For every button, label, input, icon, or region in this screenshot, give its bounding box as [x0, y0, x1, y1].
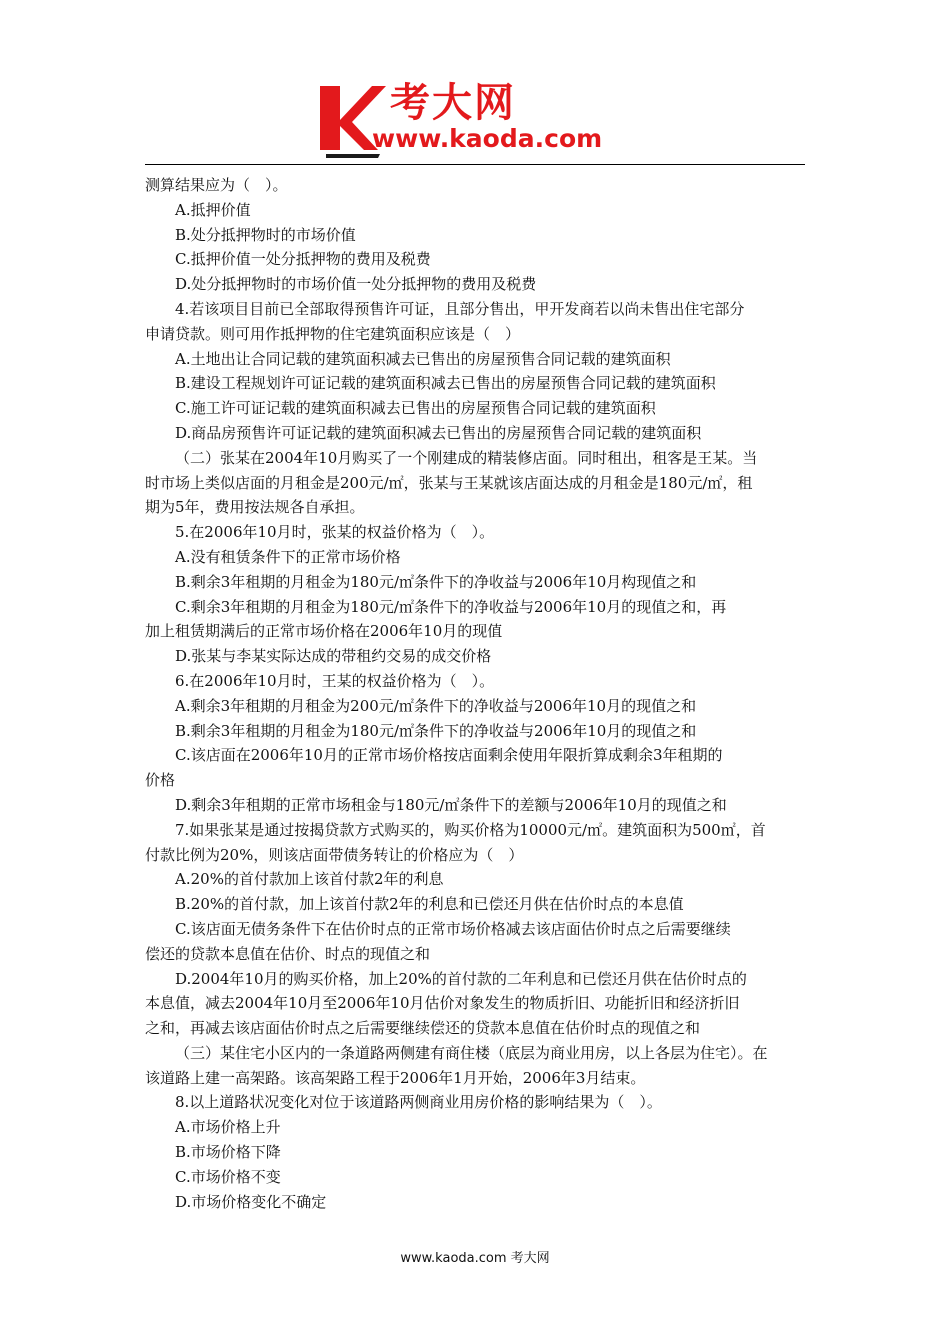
text-line: 之和，再减去该店面估价时点之后需要继续偿还的贷款本息值在估价时点的现值之和	[145, 1019, 701, 1038]
option-line: D.处分抵押物时的市场价值一处分抵押物的费用及税费	[175, 275, 537, 294]
kaoda-logo	[318, 80, 648, 160]
text-line: 申请贷款。则可用作抵押物的住宅建筑面积应该是（ ）	[145, 324, 521, 343]
option-line: B.市场价格下降	[175, 1143, 281, 1162]
question-line: 8.以上道路状况变化对位于该道路两侧商业用房价格的影响结果为（ ）。	[175, 1093, 662, 1112]
option-line: B.建设工程规划许可证记载的建筑面积减去已售出的房屋预售合同记载的建筑面积	[175, 374, 716, 393]
text-line: 期为5年，费用按法规各自承担。	[145, 498, 365, 517]
option-line: B.20%的首付款，加上该首付款2年的利息和已偿还月供在估价时点的本息值	[175, 895, 684, 914]
section-line: （二）张某在2004年10月购买了一个刚建成的精装修店面。同时租出，租客是王某。当	[175, 448, 758, 467]
option-line: C.该店面无债务条件下在估价时点的正常市场价格减去该店面估价时点之后需要继续	[175, 919, 731, 938]
option-line: A.剩余3年租期的月租金为200元/㎡条件下的净收益与2006年10月的现值之和	[175, 696, 697, 715]
text-line: 价格	[145, 771, 176, 790]
option-line: D.张某与李某实际达成的带租约交易的成交价格	[175, 647, 492, 666]
text-line: 时市场上类似店面的月租金是200元/㎡，张某与王某就该店面达成的月租金是180元/㎡，租	[145, 473, 753, 492]
logo-brand-text: 考大网	[390, 80, 516, 126]
option-line: C.抵押价值一处分抵押物的费用及税费	[175, 250, 431, 269]
option-line: A.没有租赁条件下的正常市场价格	[175, 547, 401, 566]
question-line: 7.如果张某是通过按揭贷款方式购买的，购买价格为10000元/㎡。建筑面积为500㎡，首	[175, 820, 766, 839]
option-line: D.2004年10月的购买价格，加上20%的首付款的二年利息和已偿还月供在估价时点的	[175, 969, 747, 988]
logo-url-text: www.kaoda.com	[372, 124, 603, 153]
text-line: 本息值，减去2004年10月至2006年10月估价对象发生的物质折旧、功能折旧和经济折旧	[145, 994, 740, 1013]
option-line: C.市场价格不变	[175, 1167, 281, 1186]
question-line: 5.在2006年10月时，张某的权益价格为（ ）。	[175, 523, 495, 542]
text-line: 该道路上建一高架路。该高架路工程于2006年1月开始，2006年3月结束。	[145, 1068, 646, 1087]
question-line: 4.若该项目目前已全部取得预售许可证，且部分售出，甲开发商若以尚未售出住宅部分	[175, 299, 745, 318]
text-line: 付款比例为20%，则该店面带债务转让的价格应为（ ）	[145, 845, 524, 864]
text-line: 加上租赁期满后的正常市场价格在2006年10月的现值	[145, 622, 503, 641]
option-line: D.市场价格变化不确定	[175, 1192, 327, 1211]
text-line: 偿还的贷款本息值在估价、时点的现值之和	[145, 944, 431, 963]
option-line: A.市场价格上升	[175, 1118, 281, 1137]
option-line: A.抵押价值	[175, 200, 251, 219]
option-line: C.该店面在2006年10月的正常市场价格按店面剩余使用年限折算成剩余3年租期的	[175, 746, 723, 765]
option-line: B.剩余3年租期的月租金为180元/㎡条件下的净收益与2006年10月的现值之和	[175, 721, 697, 740]
option-line: B.处分抵押物时的市场价值	[175, 225, 356, 244]
text-line: 测算结果应为（ ）。	[145, 176, 288, 194]
option-line: B.剩余3年租期的月租金为180元/㎡条件下的净收益与2006年10月构现值之和	[175, 572, 697, 591]
page-footer: www.kaoda.com 考大网	[400, 1251, 550, 1266]
option-line: A.土地出让合同记载的建筑面积减去已售出的房屋预售合同记载的建筑面积	[175, 349, 671, 368]
option-line: A.20%的首付款加上该首付款2年的利息	[175, 870, 444, 889]
section-line: （三）某住宅小区内的一条道路两侧建有商住楼（底层为商业用房，以上各层为住宅）。在	[175, 1043, 768, 1062]
header-divider	[145, 164, 805, 165]
question-line: 6.在2006年10月时，王某的权益价格为（ ）。	[175, 671, 495, 690]
option-line: C.施工许可证记载的建筑面积减去已售出的房屋预售合同记载的建筑面积	[175, 399, 656, 418]
option-line: D.剩余3年租期的正常市场租金与180元/㎡条件下的差额与2006年10月的现值之和	[175, 795, 727, 814]
option-line: D.商品房预售许可证记载的建筑面积减去已售出的房屋预售合同记载的建筑面积	[175, 423, 702, 442]
document-body	[145, 173, 807, 1214]
option-line: C.剩余3年租期的月租金为180元/㎡条件下的净收益与2006年10月的现值之和，再	[175, 597, 727, 616]
